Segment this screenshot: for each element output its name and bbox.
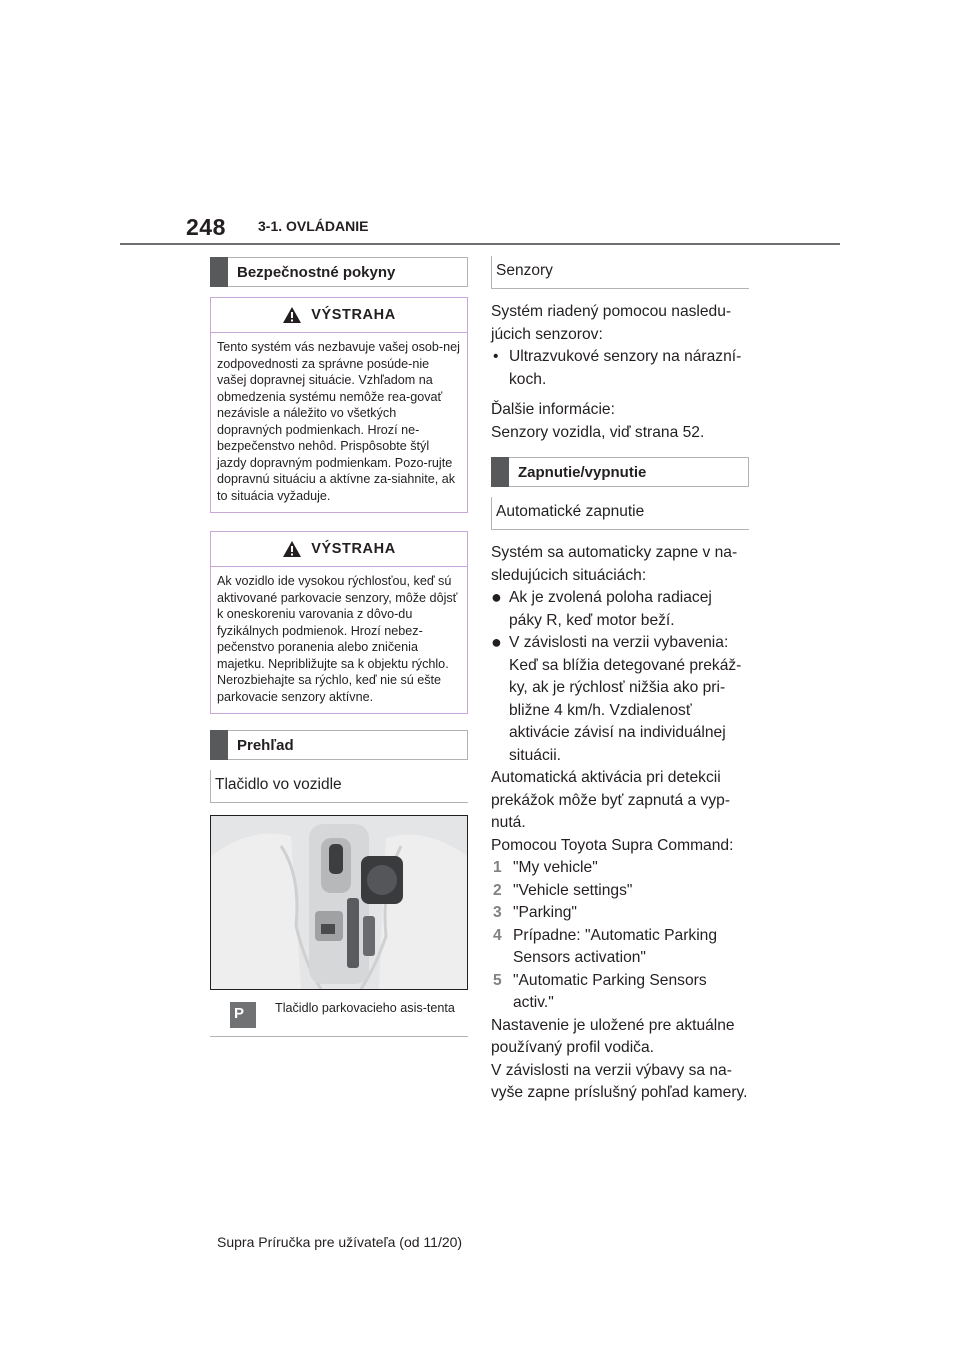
list-item bbox=[491, 970, 749, 1015]
overview-heading-text: Prehľad bbox=[237, 736, 294, 754]
warning-title-1: VÝSTRAHA bbox=[311, 307, 396, 323]
auto-activation-note: Automatická aktivácia pri detekcii prekážok môže byť zapnutá a vyp-nutá. bbox=[491, 769, 731, 831]
step-number: 5 bbox=[493, 971, 502, 989]
legend-label: Tlačidlo parkovacieho asis-tenta bbox=[275, 1001, 455, 1015]
list-item-text: Ultrazvukové senzory na nárazní-koch. bbox=[509, 348, 742, 388]
step-number: 2 bbox=[493, 881, 502, 899]
step-text: "Automatic Parking Sensors activ." bbox=[513, 971, 707, 1011]
list-item-text: V závislosti na verzii vybavenia: Keď sa blížia detegované prekáž-ky, ak je rýchlosť nižšia ako pri-bližne 4 km/h. Vzdialenosť aktivácie závisí na individuálnej situácii. bbox=[509, 634, 742, 764]
header-divider bbox=[120, 243, 840, 245]
list-item bbox=[491, 587, 749, 632]
warning-text-1: Tento systém vás nezbavuje vašej osob-nej zodpovednosti za správne posúde-nie vašej dopravnej situácie. Vzhľadom na obmedzenia systému nemôže rea-govať nezávisle a náležito vo všetkých dopravných podmienkach. Hrozí ne-bezpečenstvo nehôd. Prispôsobte štýl jazdy dopravným podmienkam. Pozo-rujte dopravnú situáciu a aktívne za-siahnite, ak to situácia vyžaduje. bbox=[217, 340, 460, 503]
page-number: 248 bbox=[186, 214, 226, 240]
right-column bbox=[491, 256, 749, 1105]
list-item-text: Ak je zvolená poloha radiacej páky R, keď motor beží. bbox=[509, 589, 712, 629]
warning-triangle-icon bbox=[282, 540, 302, 558]
button-subheading: Tlačidlo vo vozidle bbox=[210, 770, 468, 803]
more-info-reference: Senzory vozidla, viď strana 52. bbox=[491, 423, 705, 441]
sensors-intro: Systém riadený pomocou nasledu-júcich senzorov: bbox=[491, 303, 732, 343]
warning-box-2 bbox=[210, 531, 468, 714]
heading-marker bbox=[210, 730, 228, 760]
list-item bbox=[491, 346, 749, 391]
step-text: "Vehicle settings" bbox=[513, 881, 633, 899]
safety-heading-text: Bezpečnostné pokyny bbox=[237, 263, 396, 281]
sensors-list bbox=[491, 346, 749, 391]
step-number: 1 bbox=[493, 859, 502, 876]
more-info-label: Ďalšie informácie: bbox=[491, 401, 615, 418]
step-text: "My vehicle" bbox=[513, 859, 598, 876]
left-column bbox=[210, 257, 468, 1037]
command-intro: Pomocou Toyota Supra Command: bbox=[491, 836, 734, 854]
list-item bbox=[491, 880, 749, 903]
parking-icon-glyph: P bbox=[234, 1005, 245, 1022]
onoff-heading-text: Zapnutie/vypnutie bbox=[518, 463, 647, 481]
auto-subheading: Automatické zapnutie bbox=[491, 497, 749, 530]
warning-triangle-icon bbox=[282, 306, 302, 324]
overview-heading bbox=[210, 730, 468, 760]
list-item bbox=[491, 902, 749, 925]
step-text: "Parking" bbox=[513, 904, 577, 921]
list-item bbox=[491, 632, 749, 767]
center-console-figure bbox=[210, 815, 468, 990]
step-text: Prípadne: "Automatic Parking Sensors activation" bbox=[513, 926, 718, 966]
onoff-heading bbox=[491, 457, 749, 487]
heading-marker bbox=[210, 257, 228, 287]
profile-note: Nastavenie je uložené pre aktuálne používaný profil vodiča. bbox=[491, 1016, 735, 1056]
warning-header-2 bbox=[211, 532, 467, 567]
list-item bbox=[491, 925, 749, 970]
heading-marker bbox=[491, 457, 509, 487]
warning-header-1 bbox=[211, 298, 467, 333]
auto-conditions-list bbox=[491, 587, 749, 767]
step-number: 4 bbox=[493, 926, 502, 944]
bullet-marker: ● bbox=[491, 632, 502, 652]
page-footer: Supra Príručka pre užívateľa (od 11/20) bbox=[217, 1234, 463, 1250]
camera-note: V závislosti na verzii výbavy sa na-vyše zapne príslušný pohľad kamery. bbox=[491, 1061, 748, 1101]
section-title: 3-1. OVLÁDANIE bbox=[258, 218, 369, 234]
list-item bbox=[491, 857, 749, 880]
bullet-marker: ● bbox=[491, 587, 502, 607]
steps-list bbox=[491, 857, 749, 1015]
safety-heading bbox=[210, 257, 468, 287]
warning-box-1 bbox=[210, 297, 468, 513]
sensors-subheading: Senzory bbox=[491, 256, 749, 289]
warning-text-2: Ak vozidlo ide vysokou rýchlosťou, keď sú aktivované parkovacie senzory, môže dôjsť k oneskoreniu varovania z dôvo-du fyzikálnych podmienok. Hrozí nebez-pečenstvo poranenia alebo zničenia majetku. Nepribližujte sa k objektu rýchlo. Nerozbiehajte sa rýchlo, keď nie sú ešte parkovacie senzory aktívne. bbox=[217, 574, 458, 704]
warning-title-2: VÝSTRAHA bbox=[311, 541, 396, 557]
step-number: 3 bbox=[493, 904, 502, 921]
parking-assistant-icon bbox=[230, 1002, 256, 1028]
auto-intro: Systém sa automaticky zapne v na-sledujúcich situáciách: bbox=[491, 544, 738, 584]
bullet-marker: • bbox=[493, 348, 499, 365]
center-console-image bbox=[211, 816, 467, 989]
figure-legend bbox=[210, 990, 468, 1037]
